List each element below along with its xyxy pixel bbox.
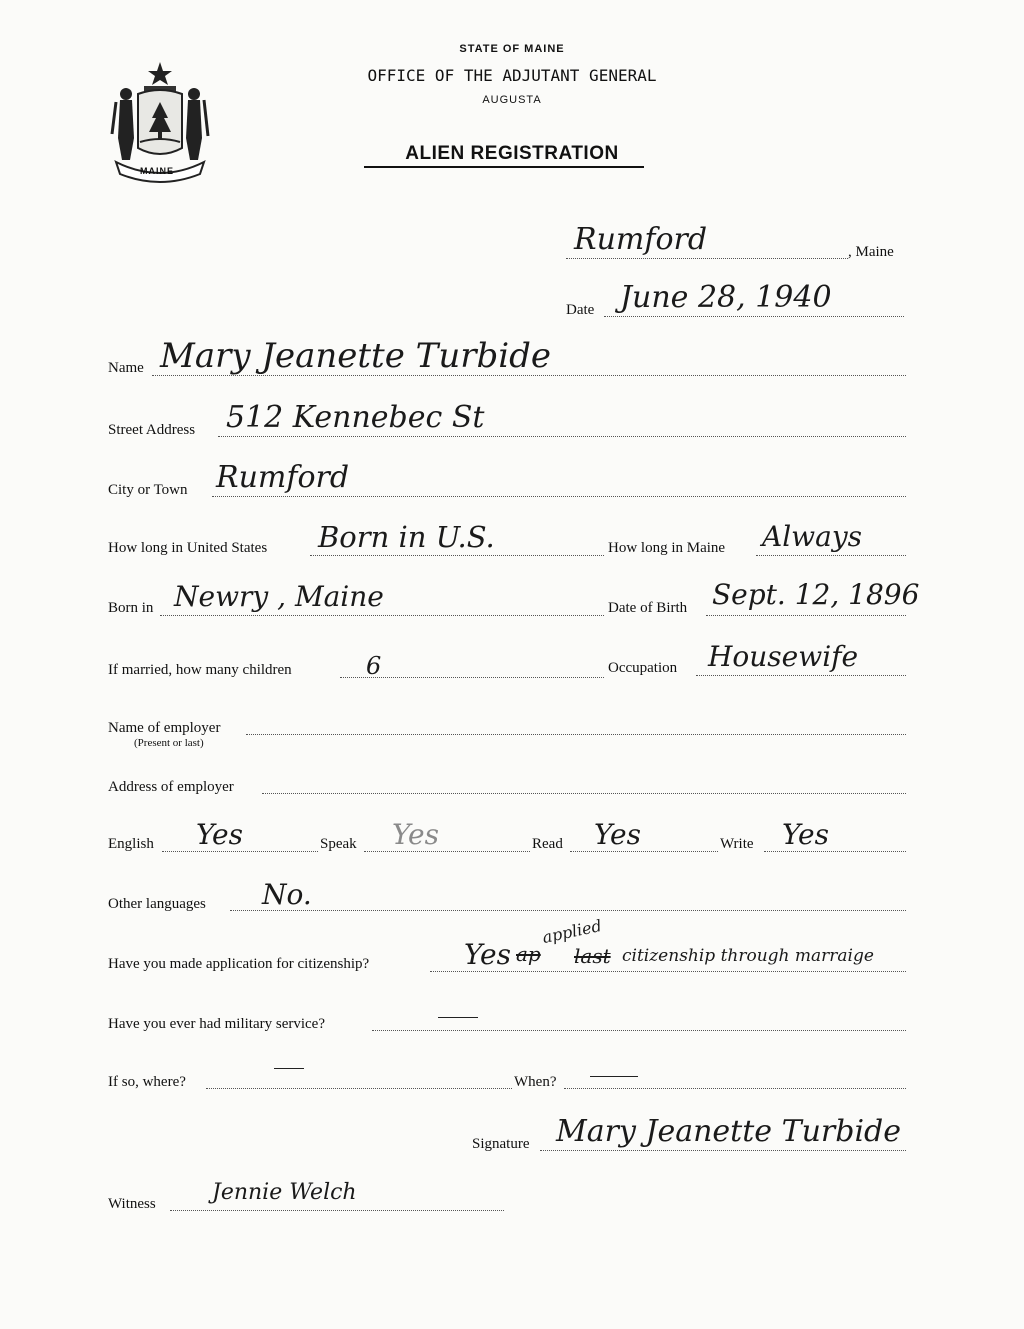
citizenship-rest-struck: last (574, 944, 611, 968)
write-value: Yes (782, 818, 829, 851)
signature-line (540, 1150, 906, 1151)
read-label: Read (532, 836, 563, 852)
citizenship-value: Yes (464, 938, 511, 971)
employer-label: Name of employer (108, 720, 221, 736)
signature-value: Mary Jeanette Turbide (556, 1114, 901, 1149)
signature-label: Signature (472, 1136, 530, 1152)
military-dash (438, 1017, 478, 1018)
citizenship-label: Have you made application for citizenship? (108, 956, 370, 972)
header-state: STATE OF MAINE (459, 43, 565, 55)
dob-label: Date of Birth (608, 600, 688, 616)
born-in-value: Newry , Maine (174, 580, 384, 613)
where-line (206, 1088, 512, 1089)
date-label: Date (566, 302, 595, 318)
city-line (212, 496, 906, 497)
town-suffix: , Maine (848, 244, 894, 260)
us-time-line (310, 555, 604, 556)
name-label: Name (108, 360, 144, 376)
date-value: June 28, 1940 (620, 280, 832, 315)
english-line (162, 851, 318, 852)
speak-value: Yes (392, 818, 439, 851)
born-in-label: Born in (108, 600, 154, 616)
children-value: 6 (366, 652, 382, 680)
other-languages-line (230, 910, 906, 911)
us-time-label: How long in United States (108, 540, 268, 556)
citizenship-rest: citizenship through marraige (622, 946, 874, 966)
where-label: If so, where? (108, 1074, 186, 1090)
maine-time-line (756, 555, 906, 556)
town-line (566, 258, 848, 259)
town-value: Rumford (574, 222, 708, 257)
born-in-line (160, 615, 604, 616)
write-label: Write (720, 836, 754, 852)
citizenship-line (430, 971, 906, 972)
page-title: ALIEN REGISTRATION (405, 143, 619, 164)
witness-value: Jennie Welch (212, 1180, 357, 1205)
read-value: Yes (594, 818, 641, 851)
employer-line (246, 734, 906, 735)
dob-line (706, 615, 906, 616)
date-line (604, 316, 904, 317)
title-underline (364, 166, 644, 168)
when-label: When? (514, 1074, 557, 1090)
city-value: Rumford (216, 460, 350, 495)
read-line (570, 851, 718, 852)
street-line (218, 436, 906, 437)
header-city: AUGUSTA (482, 94, 542, 106)
occupation-label: Occupation (608, 660, 678, 676)
military-line (372, 1030, 906, 1031)
other-languages-label: Other languages (108, 896, 206, 912)
employer-address-label: Address of employer (108, 779, 234, 795)
citizenship-insert: applied (540, 915, 604, 948)
witness-line (170, 1210, 504, 1211)
where-dash (274, 1068, 304, 1069)
us-time-value: Born in U.S. (318, 520, 495, 554)
maine-time-label: How long in Maine (608, 540, 726, 556)
witness-label: Witness (108, 1196, 156, 1212)
dob-value: Sept. 12, 1896 (712, 578, 920, 611)
seal-banner-text: MAINE (140, 166, 174, 176)
english-label: English (108, 836, 154, 852)
write-line (764, 851, 906, 852)
when-line (564, 1088, 906, 1089)
occupation-value: Housewife (708, 640, 859, 673)
street-label: Street Address (108, 422, 196, 438)
employer-sublabel: (Present or last) (134, 737, 204, 749)
english-value: Yes (196, 818, 243, 851)
other-languages-value: No. (262, 878, 312, 911)
children-label: If married, how many children (108, 662, 292, 678)
employer-address-line (262, 793, 906, 794)
name-value: Mary Jeanette Turbide (160, 336, 551, 376)
city-label: City or Town (108, 482, 188, 498)
when-dash (590, 1076, 638, 1077)
speak-line (364, 851, 530, 852)
military-label: Have you ever had military service? (108, 1016, 325, 1032)
street-value: 512 Kennebec St (226, 400, 485, 435)
citizenship-struck: ap (516, 942, 541, 966)
header-office: OFFICE OF THE ADJUTANT GENERAL (367, 66, 657, 85)
maine-time-value: Always (762, 520, 863, 553)
occupation-line (696, 675, 906, 676)
speak-label: Speak (320, 836, 357, 852)
